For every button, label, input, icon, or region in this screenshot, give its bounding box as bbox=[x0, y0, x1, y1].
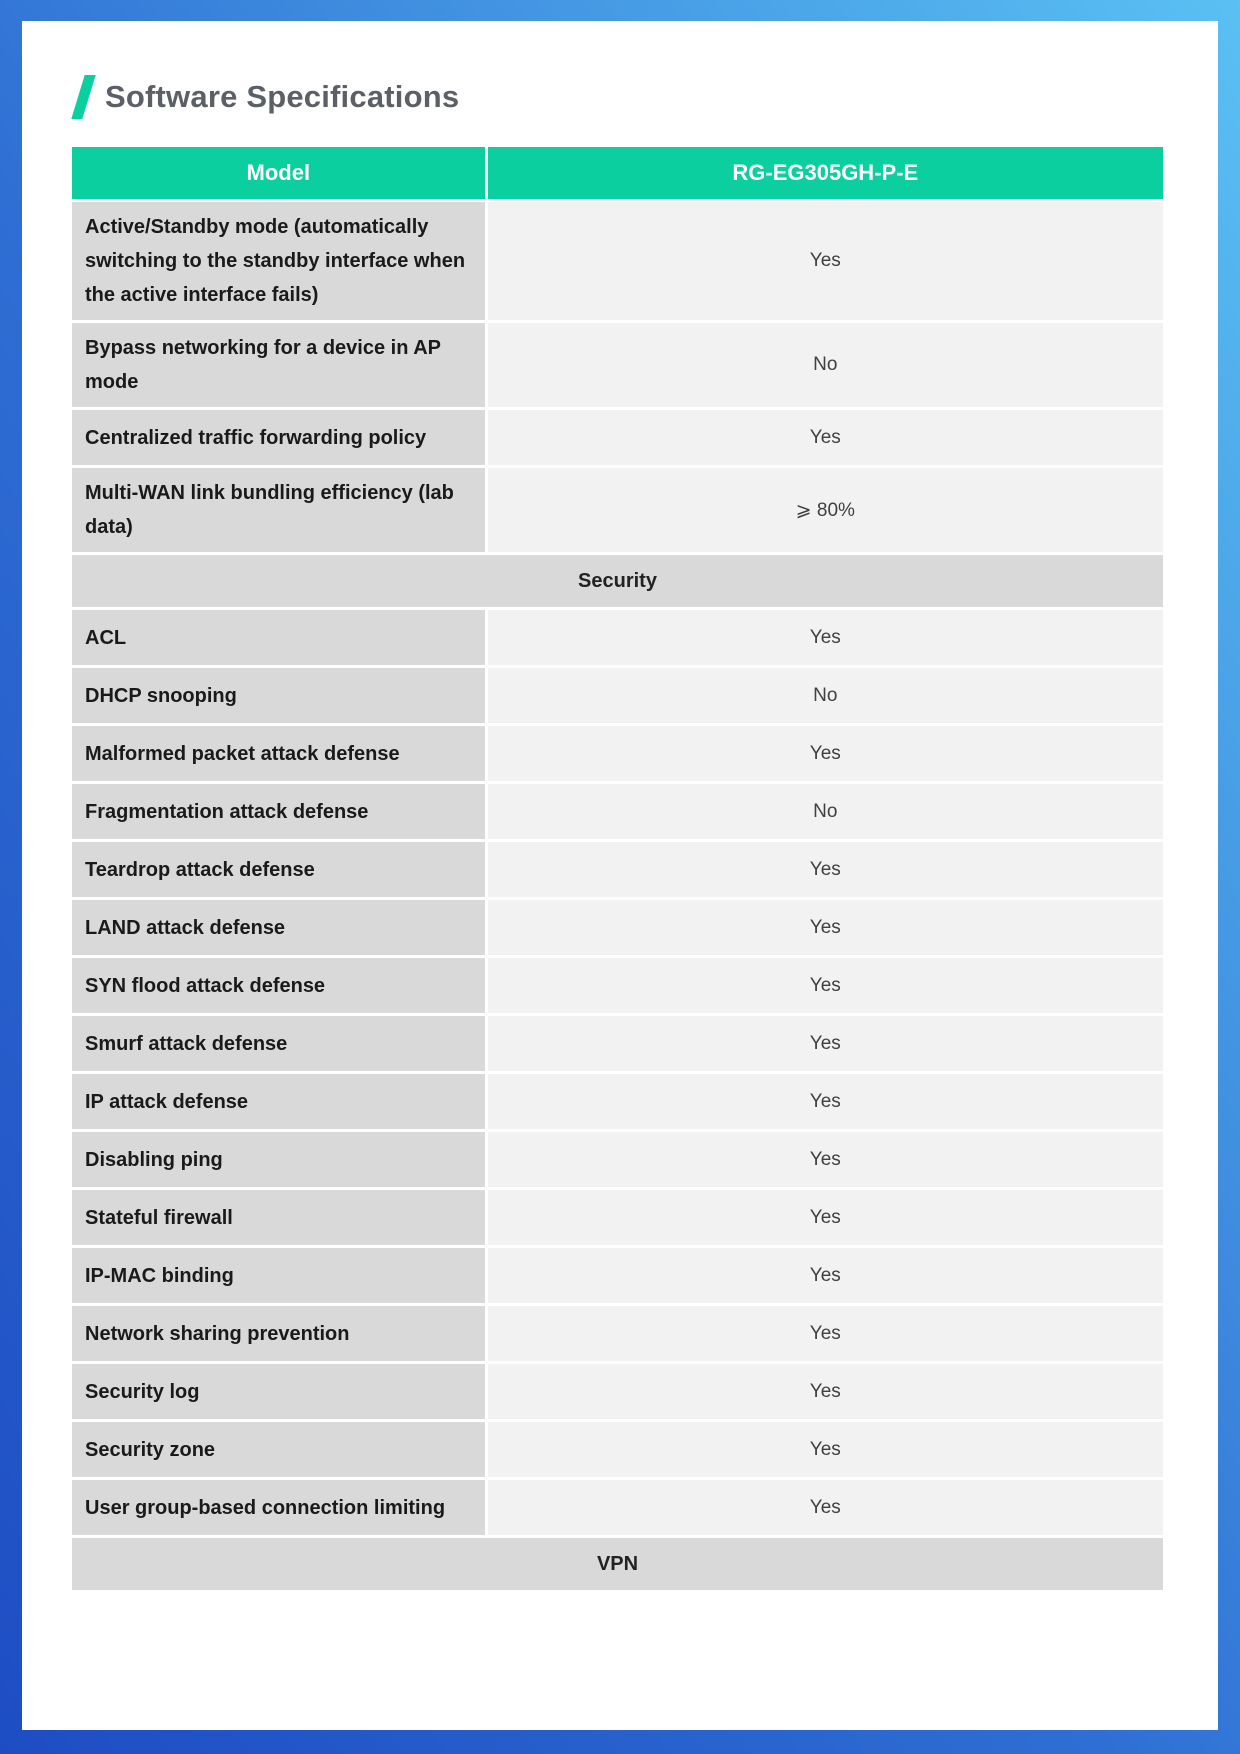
table-row bbox=[72, 900, 1163, 955]
table-row bbox=[72, 202, 1163, 320]
table-row bbox=[72, 1248, 1163, 1303]
table-row bbox=[72, 726, 1163, 781]
spec-label: Malformed packet attack defense bbox=[72, 726, 485, 781]
table-row bbox=[72, 610, 1163, 665]
spec-value: Yes bbox=[488, 1074, 1163, 1129]
table-header-product: RG-EG305GH-P-E bbox=[488, 147, 1163, 199]
spec-table bbox=[72, 147, 1163, 1590]
spec-value: ⩾ 80% bbox=[488, 468, 1163, 552]
section-row bbox=[72, 1538, 1163, 1590]
spec-value: Yes bbox=[488, 1306, 1163, 1361]
table-row bbox=[72, 1074, 1163, 1129]
table-row bbox=[72, 1132, 1163, 1187]
table-row bbox=[72, 1190, 1163, 1245]
spec-label: Active/Standby mode (automatically switching to the standby interface when the active interface fails) bbox=[72, 202, 485, 320]
spec-label: Stateful firewall bbox=[72, 1190, 485, 1245]
table-row bbox=[72, 842, 1163, 897]
spec-label: LAND attack defense bbox=[72, 900, 485, 955]
spec-value: Yes bbox=[488, 1480, 1163, 1535]
spec-value: No bbox=[488, 668, 1163, 723]
spec-label: Teardrop attack defense bbox=[72, 842, 485, 897]
table-row bbox=[72, 668, 1163, 723]
spec-value: Yes bbox=[488, 726, 1163, 781]
spec-value: Yes bbox=[488, 1190, 1163, 1245]
spec-label: DHCP snooping bbox=[72, 668, 485, 723]
spec-value: Yes bbox=[488, 410, 1163, 465]
spec-value: Yes bbox=[488, 1016, 1163, 1071]
spec-label: Fragmentation attack defense bbox=[72, 784, 485, 839]
page-title-row bbox=[72, 73, 1163, 121]
content-card bbox=[22, 21, 1218, 1730]
table-row bbox=[72, 1364, 1163, 1419]
table-row bbox=[72, 1480, 1163, 1535]
spec-label: SYN flood attack defense bbox=[72, 958, 485, 1013]
page-title: Software Specifications bbox=[105, 79, 460, 114]
spec-value: Yes bbox=[488, 1364, 1163, 1419]
spec-label: User group-based connection limiting bbox=[72, 1480, 485, 1535]
spec-label: Network sharing prevention bbox=[72, 1306, 485, 1361]
spec-label: IP attack defense bbox=[72, 1074, 485, 1129]
spec-value: Yes bbox=[488, 202, 1163, 320]
spec-value: Yes bbox=[488, 900, 1163, 955]
spec-value: No bbox=[488, 784, 1163, 839]
spec-value: Yes bbox=[488, 958, 1163, 1013]
spec-label: IP-MAC binding bbox=[72, 1248, 485, 1303]
spec-value: Yes bbox=[488, 1422, 1163, 1477]
spec-label: Security log bbox=[72, 1364, 485, 1419]
table-row bbox=[72, 323, 1163, 407]
table-row bbox=[72, 784, 1163, 839]
table-row bbox=[72, 958, 1163, 1013]
section-label: Security bbox=[72, 555, 1163, 607]
spec-label: Security zone bbox=[72, 1422, 485, 1477]
table-header-row bbox=[72, 147, 1163, 199]
spec-value: Yes bbox=[488, 842, 1163, 897]
section-row bbox=[72, 555, 1163, 607]
table-row bbox=[72, 468, 1163, 552]
table-row bbox=[72, 410, 1163, 465]
table-row bbox=[72, 1422, 1163, 1477]
section-label: VPN bbox=[72, 1538, 1163, 1590]
spec-label: Smurf attack defense bbox=[72, 1016, 485, 1071]
spec-value: Yes bbox=[488, 1248, 1163, 1303]
table-header-model: Model bbox=[72, 147, 485, 199]
spec-label: ACL bbox=[72, 610, 485, 665]
title-slash-icon bbox=[71, 75, 95, 119]
spec-label: Disabling ping bbox=[72, 1132, 485, 1187]
spec-label: Centralized traffic forwarding policy bbox=[72, 410, 485, 465]
spec-label: Bypass networking for a device in AP mode bbox=[72, 323, 485, 407]
spec-label: Multi-WAN link bundling efficiency (lab data) bbox=[72, 468, 485, 552]
spec-value: Yes bbox=[488, 1132, 1163, 1187]
spec-value: No bbox=[488, 323, 1163, 407]
spec-value: Yes bbox=[488, 610, 1163, 665]
table-row bbox=[72, 1016, 1163, 1071]
table-row bbox=[72, 1306, 1163, 1361]
